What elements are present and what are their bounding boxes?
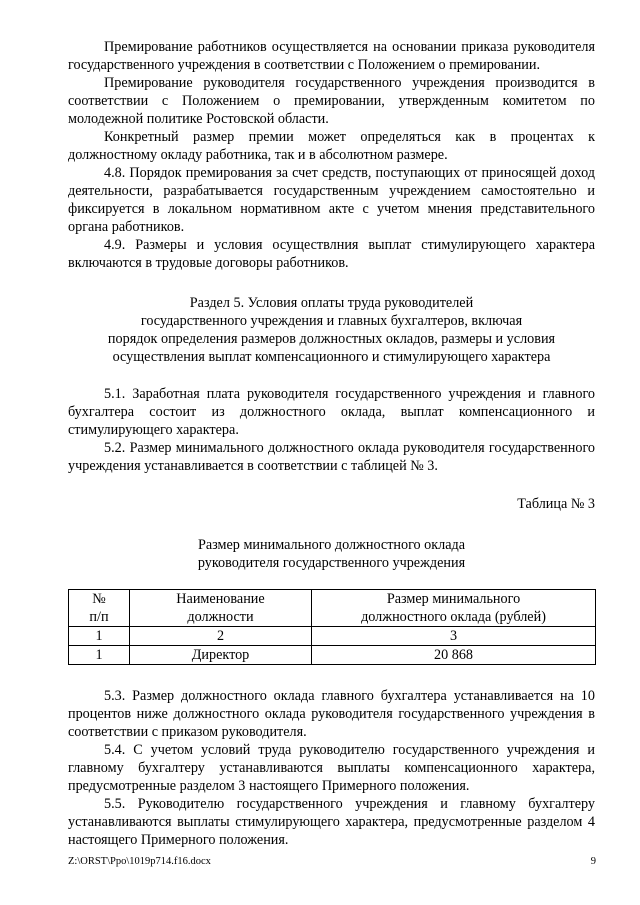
document-body bbox=[68, 38, 595, 849]
section-5-title bbox=[68, 294, 595, 366]
header-cell-salary bbox=[312, 590, 596, 627]
header-cell-position bbox=[130, 590, 312, 627]
paragraph: Премирование руководителя государственного учреждения производится в соответствии с Положением о премировании, утвержденным комитетом по молодежной политике Ростовской области. bbox=[68, 75, 595, 127]
paragraph-4-8: 4.8. Порядок премирования за счет средств, поступающих от приносящей доход деятельности, разрабатывается государственным учреждением самостоятельно и фиксируется в локальном нормативном акте с учетом мнения представительного органа работников. bbox=[68, 165, 595, 235]
section-title-line: Раздел 5. Условия оплаты труда руководителей bbox=[189, 295, 474, 311]
header-text: Размер минимального должностного оклада (рублей) bbox=[361, 591, 546, 625]
header-text: Наименование должности bbox=[176, 591, 265, 625]
footer-page-number: 9 bbox=[590, 856, 596, 867]
salary-table bbox=[68, 589, 596, 665]
table-header-row bbox=[69, 590, 596, 627]
paragraph: Конкретный размер премии может определяться как в процентах к должностному окладу работника, так и в абсолютном размере. bbox=[68, 129, 595, 163]
paragraph-5-1: 5.1. Заработная плата руководителя государственного учреждения и главного бухгалтера состоит из должностного оклада, выплат компенсационного и стимулирующего характера. bbox=[68, 386, 595, 438]
paragraph-4-9: 4.9. Размеры и условия осуществлния выплат стимулирующего характера включаются в трудовые договоры работников. bbox=[68, 237, 595, 271]
paragraph-5-2: 5.2. Размер минимального должностного оклада руководителя государственного учреждения устанавливается в соответствии с таблицей № 3. bbox=[68, 440, 595, 474]
paragraph-5-5: 5.5. Руководителю государственного учреждения и главному бухгалтеру устанавливаются выплаты стимулирующего характера, предусмотренные разделом 4 настоящего Примерного положения. bbox=[68, 796, 595, 848]
header-text: № п/п bbox=[89, 591, 109, 625]
table-cell: 1 bbox=[69, 627, 130, 646]
table-row bbox=[69, 646, 596, 665]
header-cell-number bbox=[69, 590, 130, 627]
table-numbering-row bbox=[69, 627, 596, 646]
table-title-line: руководителя государственного учреждения bbox=[197, 555, 466, 571]
paragraph-5-3: 5.3. Размер должностного оклада главного бухгалтера устанавливается на 10 процентов ниже должностного оклада руководителя государственного учреждения в соответствии с приказом руководителя. bbox=[68, 688, 595, 740]
table-cell: 1 bbox=[69, 646, 130, 665]
paragraph-5-4: 5.4. С учетом условий труда руководителю государственного учреждения и главному бухгалтеру устанавливаются выплаты компенсационного характера, предусмотренные разделом 3 настоящего Примерного положения. bbox=[68, 742, 595, 794]
section-title-line: осуществления выплат компенсационного и стимулирующего характера bbox=[112, 349, 551, 365]
table-cell: 3 bbox=[312, 627, 596, 646]
paragraph: Премирование работников осуществляется на основании приказа руководителя государственного учреждения в соответствии с Положением о премировании. bbox=[68, 39, 595, 73]
table-cell: Директор bbox=[130, 646, 312, 665]
table-label: Таблица № 3 bbox=[517, 496, 595, 512]
table-title bbox=[68, 536, 595, 572]
table-title-line: Размер минимального должностного оклада bbox=[197, 537, 466, 553]
table-cell: 20 868 bbox=[312, 646, 596, 665]
footer-file-path: Z:\ORST\Ppo\1019p714.f16.docx bbox=[68, 856, 211, 867]
section-title-line: порядок определения размеров должностных окладов, размеры и условия bbox=[107, 331, 556, 347]
table-cell: 2 bbox=[130, 627, 312, 646]
section-title-line: государственного учреждения и главных бухгалтеров, включая bbox=[140, 313, 523, 329]
